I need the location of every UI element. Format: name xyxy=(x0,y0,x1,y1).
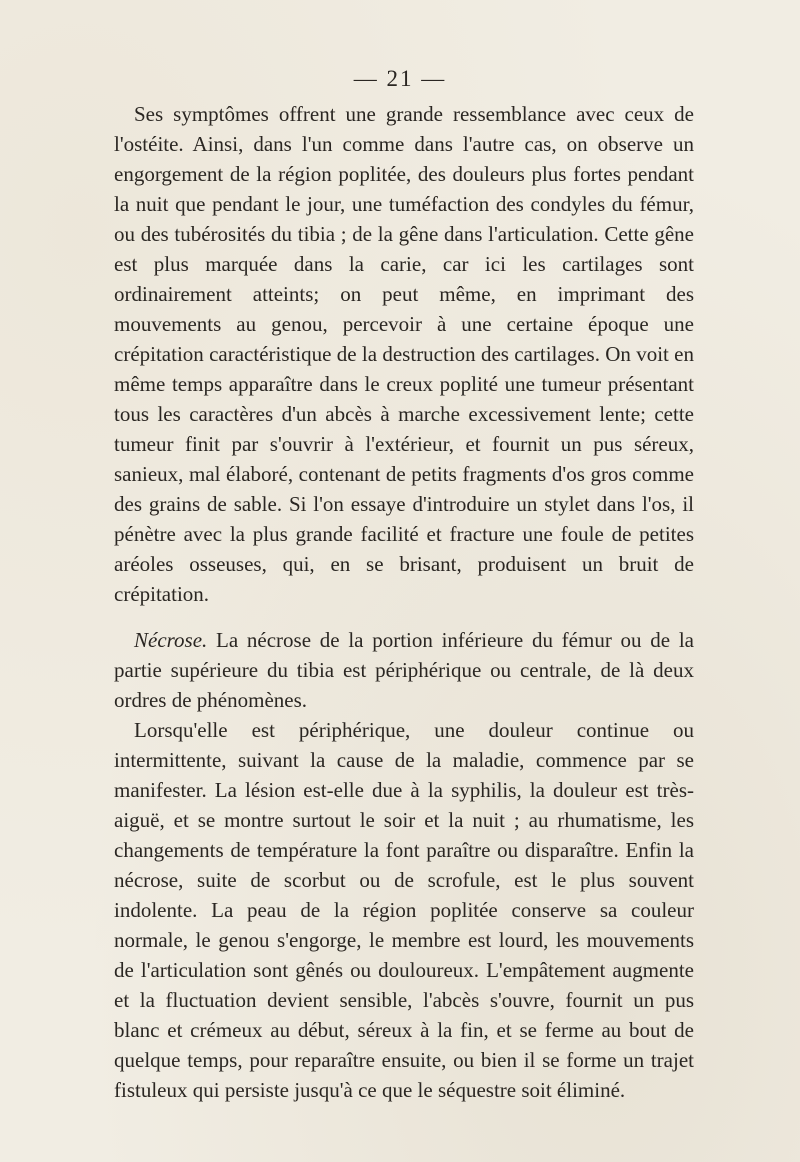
paragraph-necrose-intro xyxy=(114,625,694,715)
body-text xyxy=(114,99,694,1105)
page-number: — 21 — xyxy=(353,66,447,91)
section-lead-necrose: Nécrose. xyxy=(134,628,208,652)
paragraph-necrose-peripherique xyxy=(114,715,694,1105)
paragraph-text: Ses symptômes offrent une grande ressemblance avec ceux de l'ostéite. Ainsi, dans l'un comme dans l'autre cas, on observe un engorgement de la région poplitée, des douleurs plus fortes pendant la nuit que pendant le jour, une tuméfaction des condyles du fémur, ou des tubérosités du tibia ; de la gêne dans l'articulation. Cette gêne est plus marquée dans la carie, car ici les cartilages sont ordinairement atteints; on peut même, en imprimant des mouvements au genou, percevoir à une certaine époque une crépitation caractéristique de la destruction des cartilages. On voit en même temps apparaître dans le creux poplité une tumeur présentant tous les caractères d'un abcès à marche excessivement lente; cette tumeur finit par s'ouvrir à l'extérieur, et fournit un pus séreux, sanieux, mal élaboré, contenant de petits fragments d'os gros comme des grains de sable. Si l'on essaye d'introduire un stylet dans l'os, il pénètre avec la plus grande facilité et fracture une foule de petites aréoles osseuses, qui, en se brisant, produisent un bruit de crépitation. xyxy=(114,102,694,606)
paragraph-text: La nécrose de la portion inférieure du fémur ou de la partie supérieure du tibia est périphérique ou centrale, de là deux ordres de phénomènes. xyxy=(114,628,694,712)
paragraph-caries-symptoms xyxy=(114,99,694,609)
paragraph-text: Lorsqu'elle est périphérique, une douleur continue ou intermittente, suivant la cause de la maladie, commence par se manifester. La lésion est-elle due à la syphilis, la douleur est très-aiguë, et se montre surtout le soir et la nuit ; au rhumatisme, les changements de température la font paraître ou disparaître. Enfin la nécrose, suite de scorbut ou de scrofule, est le plus souvent indolente. La peau de la région poplitée conserve sa couleur normale, le genou s'engorge, le membre est lourd, les mouvements de l'articulation sont gênés ou douloureux. L'empâtement augmente et la fluctuation devient sensible, l'abcès s'ouvre, fournit un pus blanc et crémeux au début, séreux à la fin, et se ferme au bout de quelque temps, pour reparaître ensuite, ou bien il se forme un trajet fistuleux qui persiste jusqu'à ce que le séquestre soit éliminé. xyxy=(114,718,694,1102)
